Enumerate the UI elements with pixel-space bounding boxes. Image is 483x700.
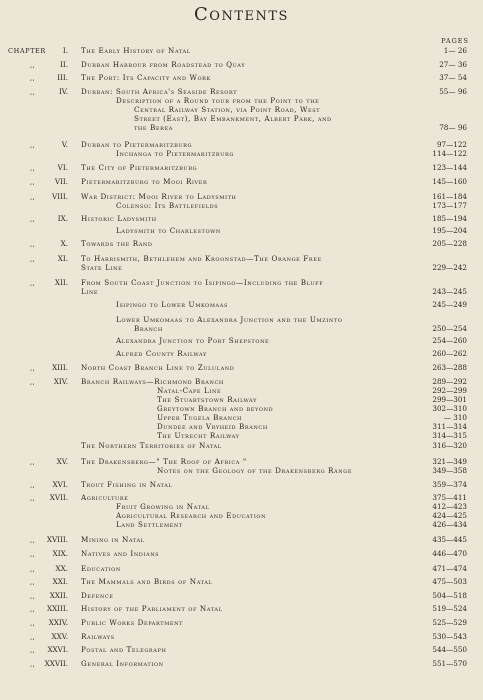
ditto-mark: ,, (30, 458, 36, 466)
page-range: 243—245 (432, 287, 467, 296)
page-range: 263—288 (432, 363, 467, 372)
chapter-number: XXVII. (44, 659, 68, 668)
chapter-number: XI. (57, 254, 68, 263)
ditto-mark: ,, (30, 240, 36, 248)
page-range: 1— 26 (443, 46, 467, 55)
page-range: 299—301 (432, 395, 467, 404)
subentry-title: Dundee and Vryheid Branch (157, 422, 268, 431)
ditto-mark: ,, (30, 481, 36, 489)
chapter-number: III. (57, 73, 68, 82)
chapter-title: Education (81, 564, 121, 573)
ditto-mark: ,, (30, 605, 36, 613)
page-range: 475—503 (432, 577, 467, 586)
ditto-mark: ,, (30, 633, 36, 641)
chapter-title: Durban to Pietermaritzburg (81, 140, 193, 149)
chapter-title: Defence (81, 591, 114, 600)
page-range: 292—299 (432, 386, 467, 395)
ditto-mark: ,, (30, 378, 36, 386)
chapter-number: XVIII. (46, 535, 68, 544)
page-range: 229—242 (432, 263, 467, 272)
chapter-number: XX. (55, 564, 68, 573)
page-range: 123—144 (432, 163, 467, 172)
ditto-mark: ,, (30, 193, 36, 201)
ditto-mark: ,, (30, 536, 36, 544)
page-range: 446—470 (432, 549, 467, 558)
page-range: 302—310 (432, 404, 467, 413)
chapter-number: II. (60, 60, 68, 69)
chapter-number: I. (62, 46, 68, 55)
chapter-number: XXIII. (46, 604, 68, 613)
chapter-number: V. (61, 140, 68, 149)
page-range: 145—160 (432, 177, 467, 186)
chapter-title: Branch Railways—Richmond Branch (81, 377, 224, 386)
page-range: 435—445 (432, 535, 467, 544)
page-range: 359—374 (432, 480, 467, 489)
page-range: 311—314 (432, 422, 467, 431)
chapter-title: Trout Fishing in Natal (81, 480, 173, 489)
page-range: 97—122 (436, 140, 467, 149)
chapter-title: The Mammals and Birds of Natal (81, 577, 213, 586)
page-range: 426—434 (432, 520, 467, 529)
ditto-mark: ,, (30, 565, 36, 573)
page-range: 27— 36 (439, 60, 467, 69)
page-range: 519—524 (432, 604, 467, 613)
chapter-number: XIV. (53, 377, 68, 386)
chapter-number: XII. (54, 278, 68, 287)
page-range: 195—204 (432, 226, 467, 235)
ditto-mark: ,, (30, 646, 36, 654)
ditto-mark: ,, (30, 578, 36, 586)
chapter-title: Durban Harbour from Roadstead to Quay (81, 60, 246, 69)
page-range: 316—320 (432, 441, 467, 450)
ditto-mark: ,, (30, 592, 36, 600)
page-range: 161—184 (432, 192, 467, 201)
subentry-title: Alfred County Railway (116, 349, 207, 358)
subentry-title: Natal-Cape Line (157, 386, 222, 395)
chapter-title: The Port: Its Capacity and Work (81, 73, 211, 82)
subentry-title: Line (81, 287, 99, 296)
chapter-number: XIII. (52, 363, 68, 372)
chapter-number: XVII. (49, 493, 68, 502)
chapter-title: Agriculture (81, 493, 129, 502)
chapter-title: Pietermaritzburg to Mooi River (81, 177, 208, 186)
ditto-mark: ,, (30, 164, 36, 172)
subentry-title: Central Railway Station, via Point Road, West (134, 105, 321, 114)
chapter-number: XVI. (52, 480, 68, 489)
subentry-title: Notes on the Geology of the Drakensberg Range (157, 466, 353, 475)
page-range: 185—194 (432, 214, 467, 223)
page-range: 55— 96 (439, 87, 467, 96)
subentry-title: the Berea (134, 123, 173, 132)
subentry-title: Agricultural Research and Education (116, 511, 267, 520)
page-range: 173—177 (432, 201, 467, 210)
ditto-mark: ,, (30, 74, 36, 82)
subentry-title: The Northern Territories of Natal (81, 441, 222, 450)
page-range: 37— 54 (439, 73, 467, 82)
chapter-title: Postal and Telegraph (81, 645, 167, 654)
chapter-number: X. (60, 239, 68, 248)
page-range: 114—122 (432, 149, 467, 158)
subentry-title: Street (East), Bay Embankment, Albert Park, and (134, 114, 332, 123)
ditto-mark: ,, (30, 279, 36, 287)
ditto-mark: ,, (30, 550, 36, 558)
chapter-title: Public Works Department (81, 618, 184, 627)
page-range: 250—254 (432, 324, 467, 333)
chapter-title: Towards the Rand (81, 239, 153, 248)
page-range: 260—262 (432, 349, 467, 358)
page-range: 321—349 (432, 457, 467, 466)
subentry-title: State Line (81, 263, 123, 272)
chapter-number: XXI. (52, 577, 68, 586)
subentry-title: Fruit Growing in Natal (116, 502, 210, 511)
chapter-number: XV. (56, 457, 68, 466)
subentry-title: Alexandra Junction to Port Shepstone (116, 336, 270, 345)
ditto-mark: ,, (30, 494, 36, 502)
chapter-number: IV. (58, 87, 68, 96)
subentry-title: Land Settlement (116, 520, 183, 529)
page-range: 504—518 (432, 591, 467, 600)
page-range: 314—315 (432, 431, 467, 440)
page-range: 289—292 (432, 377, 467, 386)
pages-column-header: PAGES (441, 37, 469, 45)
ditto-mark: ,, (30, 178, 36, 186)
chapter-title: The Drakensberg—" The Roof of Africa " (81, 457, 247, 466)
page-range: 78— 96 (439, 123, 467, 132)
chapter-title: To Harrismith, Bethlehem and Kroonstad—The Orange Free (81, 254, 322, 263)
chapter-title: Railways (81, 632, 115, 641)
ditto-mark: ,, (30, 660, 36, 668)
page-range: — 310 (443, 413, 467, 422)
page-range: 254—260 (432, 336, 467, 345)
subentry-title: The Utrecht Railway (157, 431, 240, 440)
ditto-mark: ,, (30, 255, 36, 263)
chapter-title: The City of Pietermaritzburg (81, 163, 198, 172)
chapter-number: XXVI. (47, 645, 68, 654)
chapter-number: XXV. (51, 632, 68, 641)
chapter-number: XXIV. (48, 618, 68, 627)
subentry-title: The Stuartstown Railway (157, 395, 257, 404)
ditto-mark: ,, (30, 215, 36, 223)
chapter-title: From South Coast Junction to Isipingo—Including the Bluff (81, 278, 324, 287)
page-range: 412—423 (432, 502, 467, 511)
page-range: 551—570 (432, 659, 467, 668)
chapter-title: Natives and Indians (81, 549, 160, 558)
chapter-title: Mining in Natal (81, 535, 145, 544)
chapter-number: XXII. (49, 591, 68, 600)
ditto-mark: ,, (30, 141, 36, 149)
subentry-title: Isipingo to Lower Umkomaas (116, 300, 229, 309)
ditto-mark: ,, (30, 88, 36, 96)
page-range: 544—550 (432, 645, 467, 654)
ditto-mark: ,, (30, 61, 36, 69)
page-range: 205—228 (432, 239, 467, 248)
chapter-title: History of the Parliament of Natal (81, 604, 223, 613)
chapter-title: General Information (81, 659, 164, 668)
subentry-title: Colenso: Its Battlefields (116, 201, 219, 210)
subentry-title: Branch (134, 324, 163, 333)
page-range: 245—249 (432, 300, 467, 309)
chapter-number: XIX. (52, 549, 68, 558)
subentry-title: Description of a Round tour from the Point to the (116, 96, 320, 105)
chapter-title: The Early History of Natal (81, 46, 191, 55)
chapter-title: Historic Ladysmith (81, 214, 157, 223)
page-range: 530—543 (432, 632, 467, 641)
chapter-number: VI. (57, 163, 68, 172)
subentry-title: Lower Umkomaas to Alexandra Junction and the Umzinto (116, 315, 343, 324)
chapter-title: Durban: South Africa's Seaside Resort (81, 87, 238, 96)
page-range: 375—411 (432, 493, 467, 502)
page-range: 349—358 (432, 466, 467, 475)
page-range: 424—425 (432, 511, 467, 520)
chapter-number: IX. (57, 214, 68, 223)
subentry-title: Inchanga to Pietermaritzburg (116, 149, 234, 158)
ditto-mark: ,, (30, 364, 36, 372)
page-title: Contents (194, 4, 289, 25)
page-range: 525—529 (432, 618, 467, 627)
page-range: 471—474 (432, 564, 467, 573)
chapter-number: VII. (54, 177, 68, 186)
chapter-number: VIII. (52, 192, 68, 201)
chapter-label: CHAPTER (8, 47, 46, 55)
subentry-title: Upper Tugela Branch (157, 413, 242, 422)
subentry-title: Greytown Branch and beyond (157, 404, 274, 413)
subentry-title: Ladysmith to Charlestown (116, 226, 221, 235)
ditto-mark: ,, (30, 619, 36, 627)
chapter-title: War District: Mooi River to Ladysmith (81, 192, 237, 201)
chapter-title: North Coast Branch Line to Zululand (81, 363, 235, 372)
